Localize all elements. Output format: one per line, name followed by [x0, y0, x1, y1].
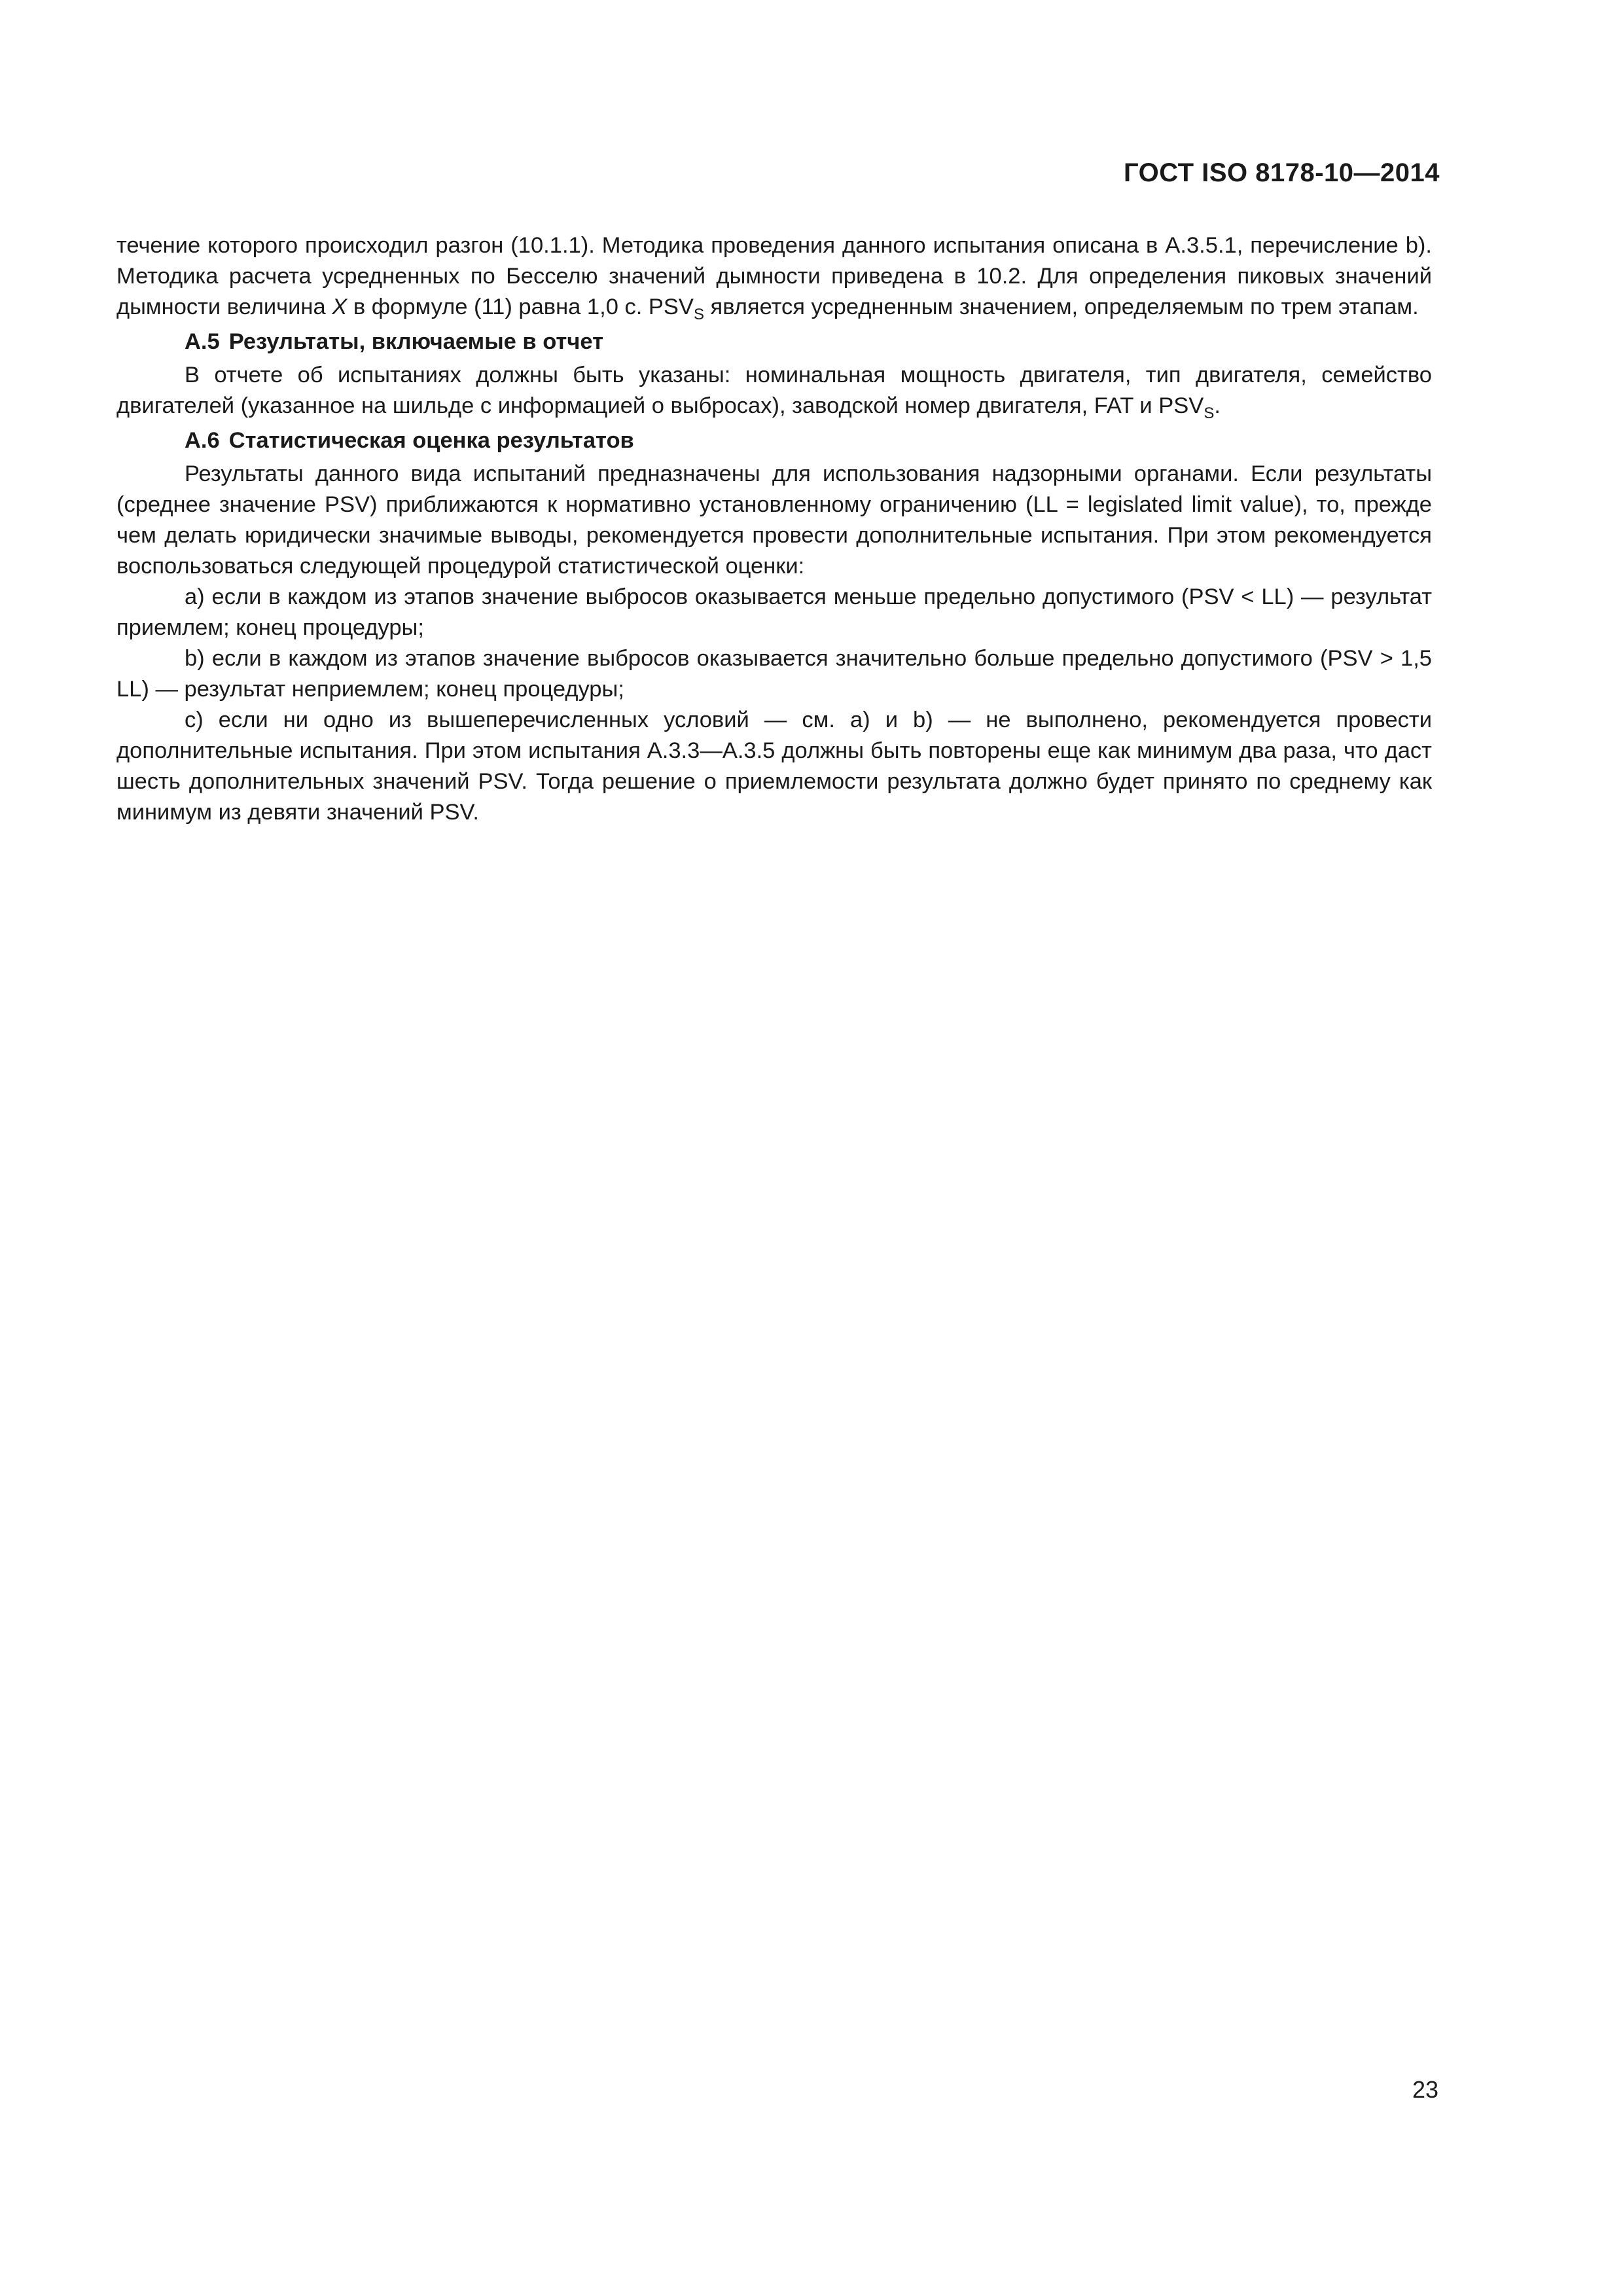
section-title: Статистическая оценка результатов	[228, 428, 634, 453]
intro-text-3: является усредненным значением, определяемым по трем этапам.	[704, 295, 1419, 319]
section-number: А.6	[185, 428, 220, 453]
section-title: Результаты, включаемые в отчет	[228, 329, 603, 354]
document-id: ГОСТ ISO 8178-10—2014	[1124, 158, 1440, 187]
page-number: 23	[1412, 2076, 1438, 2103]
section-number: А.5	[185, 329, 220, 354]
document-header	[1124, 158, 1440, 188]
a5-text-2: .	[1214, 393, 1221, 418]
formula-variable-x: X	[332, 295, 348, 319]
a5-text-1: В отчете об испытаниях должны быть указаны: номинальная мощность двигателя, тип двигателя, семейство двигателей (указанное на шильде с информацией о выбросах), заводской номер двигателя, FAT и PSV	[116, 363, 1432, 418]
page-content	[116, 230, 1432, 828]
intro-paragraph	[116, 230, 1432, 323]
section-a6-intro: Результаты данного вида испытаний предназначены для использования надзорными органами. Если результаты (среднее значение PSV) приближаются к нормативно установленному ограничению (LL = legislated limit value), то, прежде чем делать юридически значимые выводы, рекомендуется провести дополнительные испытания. При этом рекомендуется воспользоваться следующей процедурой статистической оценки:	[116, 461, 1432, 579]
subscript-s: S	[693, 306, 704, 323]
list-item-c: с) если ни одно из вышеперечисленных условий — см. а) и b) — не выполнено, рекомендуется провести дополнительные испытания. При этом испытания А.3.3—А.3.5 должны быть повторены еще как минимум два раза, что даст шесть дополнительных значений PSV. Тогда решение о приемлемости результата должно будет принято по среднему как минимум из девяти значений PSV.	[116, 708, 1432, 825]
section-a6-heading	[116, 425, 1432, 456]
subscript-s: S	[1204, 404, 1215, 422]
intro-text-1: течение которого происходил разгон (10.1.1). Методика проведения данного испытания описана в А.3.5.1, перечисление b). Методика расчета усредненных по Бесселю значений дымности приведена в 10.2. Для определения пиковых значений дымности величина	[116, 233, 1432, 319]
section-a5-heading	[116, 327, 1432, 357]
intro-text-2: в формуле (11) равна 1,0 с. PSV	[347, 295, 694, 319]
section-a5-paragraph	[116, 360, 1432, 422]
list-item-b: b) если в каждом из этапов значение выбросов оказывается значительно больше предельно допустимого (PSV > 1,5 LL) — результат неприемлем; конец процедуры;	[116, 646, 1432, 702]
list-item-a: а) если в каждом из этапов значение выбросов оказывается меньше предельно допустимого (PSV < LL) — результат приемлем; конец процедуры;	[116, 584, 1432, 640]
